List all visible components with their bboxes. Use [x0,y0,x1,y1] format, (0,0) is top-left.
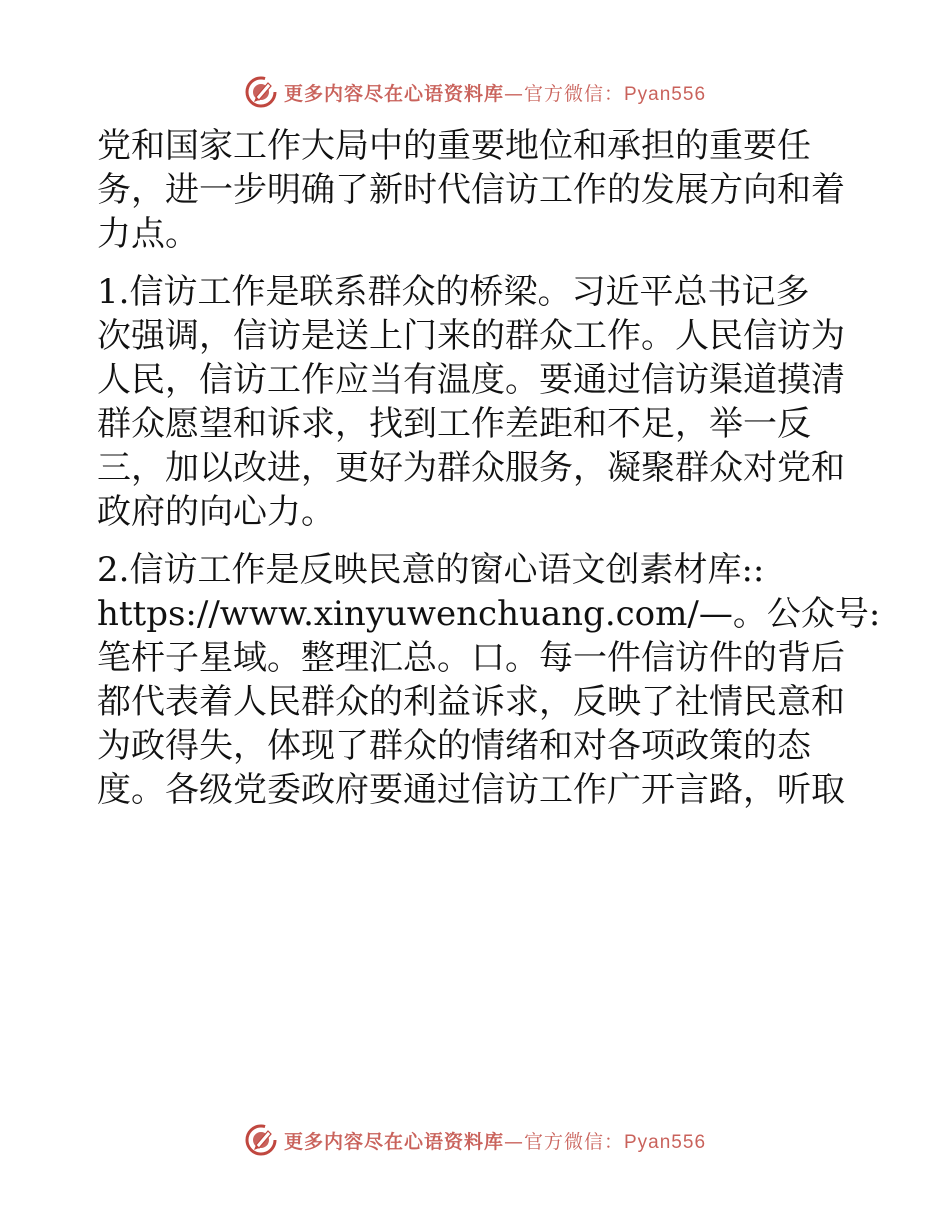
text-line: 都代表着人民群众的利益诉求，反映了社情民意和 [97,682,845,722]
text-line: 力点。 [97,214,199,254]
text-line: 务，进一步明确了新时代信访工作的发展方向和着 [97,170,845,210]
text-line: 政府的向心力。 [97,492,335,532]
text-line: 度。各级党委政府要通过信访工作广开言路，听取 [97,770,845,810]
text-line: 群众愿望和诉求，找到工作差距和不足，举一反 [97,404,811,444]
text-line: 党和国家工作大局中的重要地位和承担的重要任 [97,126,811,166]
header-watermark [0,72,950,112]
pen-logo-icon [244,75,278,109]
document-body [97,124,881,826]
text-line: 次强调，信访是送上门来的群众工作。人民信访为 [97,316,845,356]
text-line: 三，加以改进，更好为群众服务，凝聚群众对党和 [97,448,845,488]
footer-watermark [0,1120,950,1160]
text-line: 2.信访工作是反映民意的窗心语文创素材库:: [97,550,765,590]
paragraph [97,124,855,256]
text-line: 笔杆子星域。整理汇总。口。每一件信访件的背后 [97,638,845,678]
text-line: https://www.xinyuwenchuang.com/—。公众号: [97,594,881,634]
paragraph [97,270,855,534]
paragraph [97,548,881,812]
pen-logo-icon [244,1123,278,1157]
text-line: 人民，信访工作应当有温度。要通过信访渠道摸清 [97,360,845,400]
footer-watermark-text: 更多内容尽在心语资料库—官方微信：Pyan556 [283,1130,707,1153]
text-line: 为政得失，体现了群众的情绪和对各项政策的态 [97,726,811,766]
header-watermark-text: 更多内容尽在心语资料库—官方微信：Pyan556 [283,82,707,105]
text-line: 1.信访工作是联系群众的桥梁。习近平总书记多 [97,272,810,312]
